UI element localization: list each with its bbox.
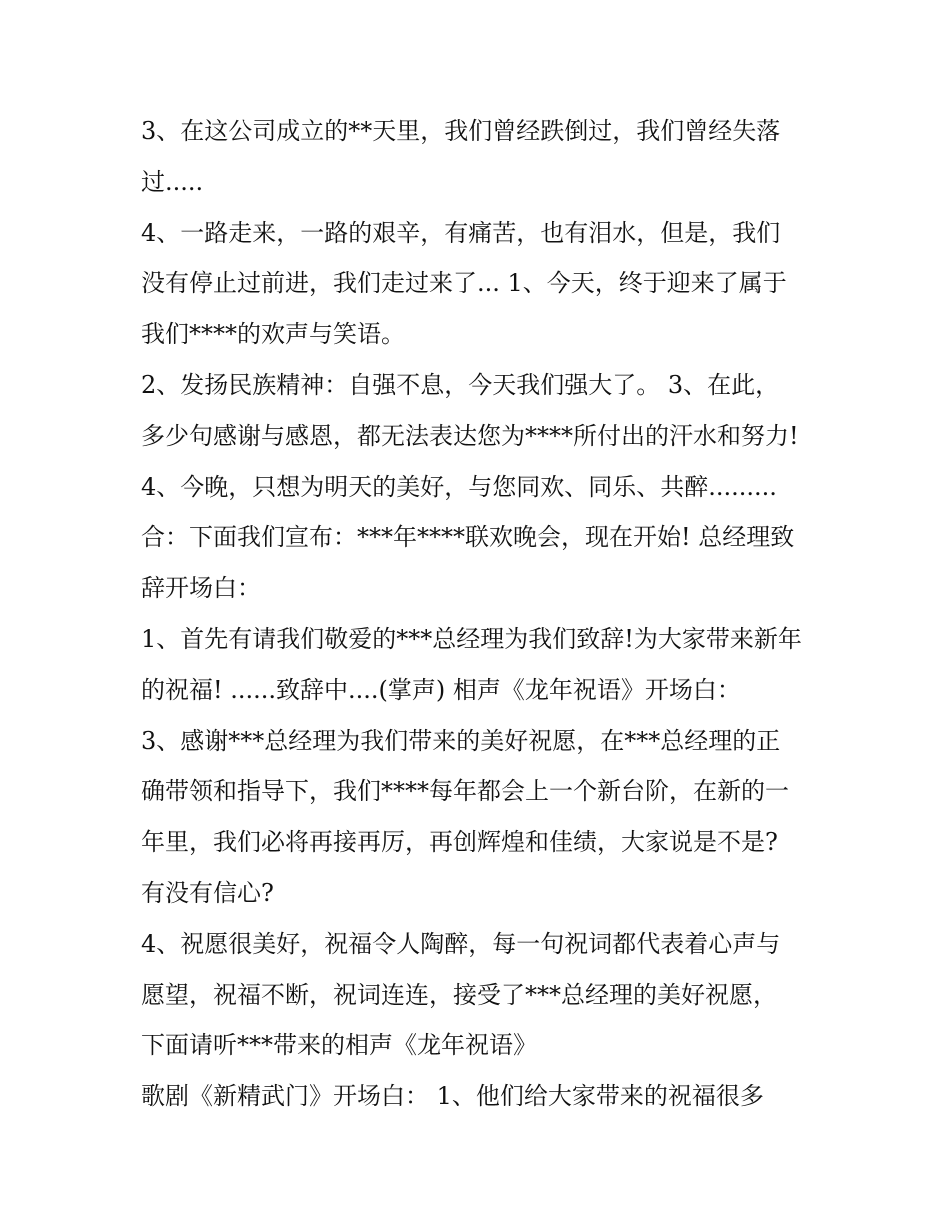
text-line: 的祝福! ......致辞中....(掌声) 相声《龙年祝语》开场白：	[141, 675, 741, 704]
text-line: 年里，我们必将再接再厉，再创辉煌和佳绩，大家说是不是?	[141, 828, 778, 857]
text-line: 1、首先有请我们敬爱的***总经理为我们致辞!为大家带来新年	[141, 624, 802, 653]
text-line: 3、在这公司成立的**天里，我们曾经跌倒过，我们曾经失落	[141, 117, 781, 145]
text-line: 愿望，祝福不断，祝词连连，接受了***总经理的美好祝愿，	[141, 980, 777, 1009]
text-line: 确带领和指导下，我们****每年都会上一个新台阶，在新的一	[141, 777, 789, 806]
text-line: 4、今晚，只想为明天的美好，与您同欢、同乐、共醉.........	[141, 472, 777, 501]
text-line: 4、祝愿很美好，祝福令人陶醉，每一句祝词都代表着心声与	[141, 929, 781, 958]
text-line: 我们****的欢声与笑语。	[141, 320, 405, 349]
text-line: 3、感谢***总经理为我们带来的美好祝愿，在***总经理的正	[141, 726, 781, 755]
text-line: 歌剧《新精武门》开场白： 1、他们给大家带来的祝福很多	[141, 1082, 764, 1111]
text-line: 多少句感谢与感恩，都无法表达您为****所付出的汗水和努力!	[141, 421, 799, 450]
text-line: 没有停止过前进，我们走过来了... 1、今天，终于迎来了属于	[141, 269, 787, 298]
text-line: 辞开场白：	[141, 574, 261, 603]
document-body	[141, 106, 841, 1122]
text-line: 2、发扬民族精神：自强不息，今天我们强大了。 3、在此，	[141, 370, 780, 399]
text-line: 过.....	[141, 167, 204, 196]
text-line: 下面请听***带来的相声《龙年祝语》	[141, 1031, 537, 1060]
text-line: 合：下面我们宣布：***年****联欢晚会，现在开始! 总经理致	[141, 523, 795, 552]
text-line: 有没有信心?	[141, 878, 274, 907]
text-line: 4、一路走来，一路的艰辛，有痛苦，也有泪水，但是，我们	[141, 218, 781, 247]
